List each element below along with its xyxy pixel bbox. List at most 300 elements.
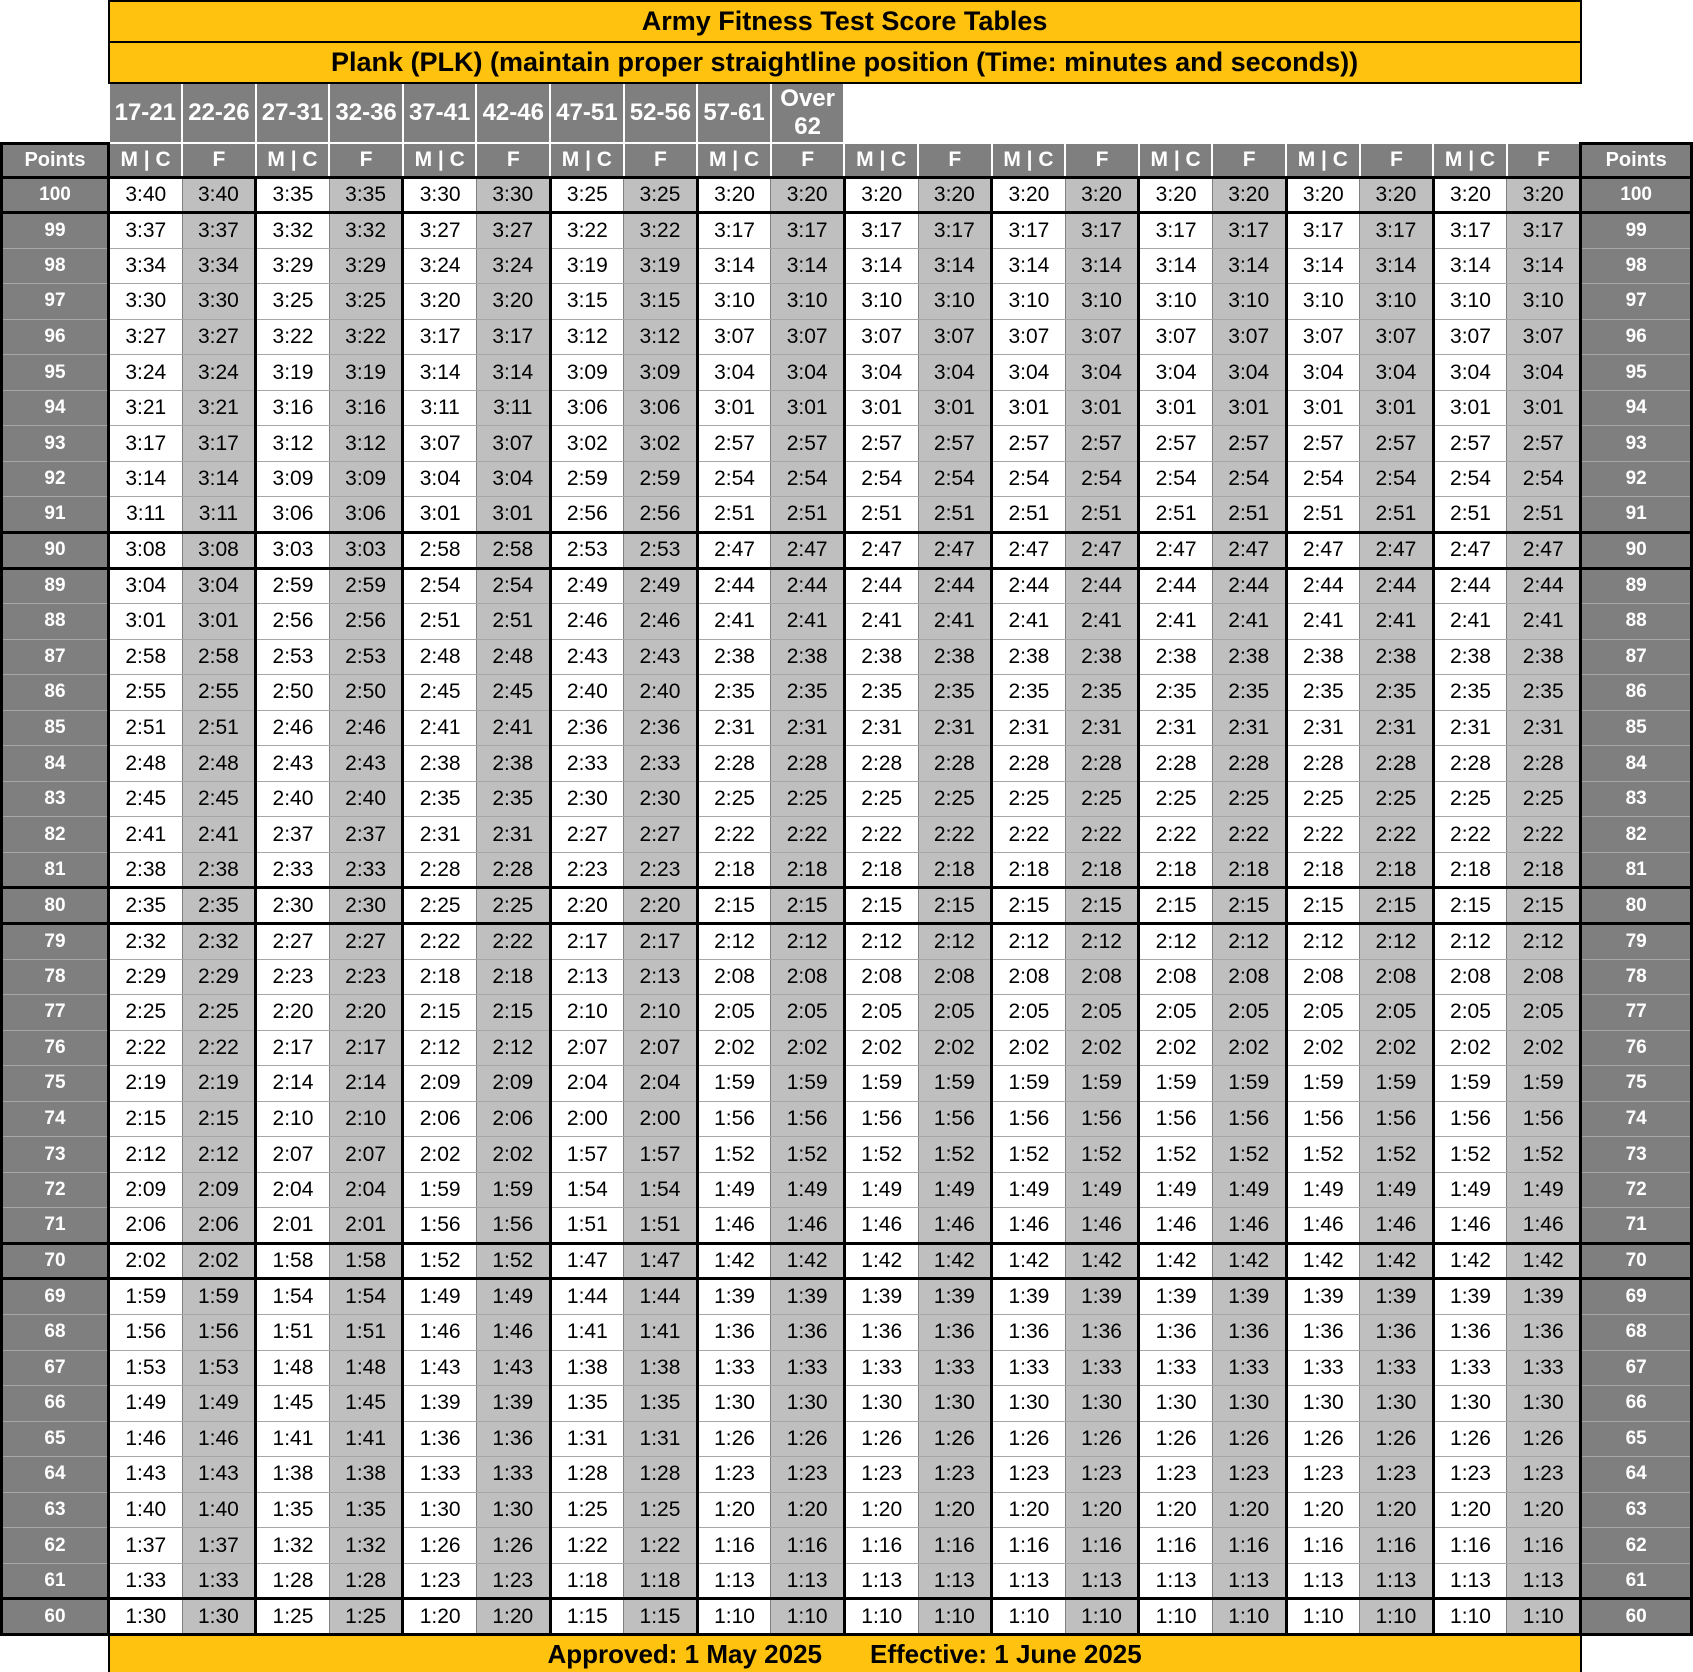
time-cell-mc: 1:30	[109, 1599, 183, 1635]
points-cell-right: 100	[1581, 177, 1692, 213]
time-cell-mc: 2:04	[256, 1172, 330, 1208]
score-row-97	[2, 284, 1692, 320]
time-cell-mc: 1:23	[403, 1563, 477, 1599]
time-cell-mc: 2:51	[1139, 497, 1213, 533]
time-cell-mc: 1:13	[844, 1563, 918, 1599]
time-cell-mc: 2:40	[256, 781, 330, 817]
time-cell-female: 1:56	[918, 1101, 992, 1137]
time-cell-mc: 2:05	[844, 995, 918, 1031]
time-cell-mc: 3:14	[697, 248, 771, 284]
score-row-66	[2, 1386, 1692, 1422]
points-cell-left: 78	[2, 959, 109, 995]
time-cell-female: 2:54	[1507, 461, 1581, 497]
time-cell-mc: 3:20	[1433, 177, 1507, 213]
time-cell-mc: 2:18	[697, 852, 771, 888]
points-cell-right: 93	[1581, 426, 1692, 462]
time-cell-female: 1:43	[476, 1350, 550, 1386]
time-cell-mc: 2:38	[697, 639, 771, 675]
time-cell-female: 2:31	[1360, 710, 1434, 746]
time-cell-female: 2:15	[1212, 888, 1286, 924]
time-cell-mc: 1:47	[550, 1243, 624, 1279]
points-cell-right: 91	[1581, 497, 1692, 533]
time-cell-female: 2:22	[1212, 817, 1286, 853]
time-cell-mc: 2:08	[1286, 959, 1360, 995]
time-cell-female: 1:59	[182, 1279, 256, 1315]
time-cell-female: 1:39	[1212, 1279, 1286, 1315]
time-cell-mc: 2:38	[109, 852, 183, 888]
time-cell-mc: 1:52	[697, 1137, 771, 1173]
time-cell-female: 2:58	[182, 639, 256, 675]
time-cell-female: 1:39	[1065, 1279, 1139, 1315]
points-cell-left: 87	[2, 639, 109, 675]
time-cell-mc: 2:28	[1433, 746, 1507, 782]
time-cell-female: 3:20	[1212, 177, 1286, 213]
time-cell-female: 2:53	[624, 532, 698, 568]
time-cell-female: 1:36	[1212, 1315, 1286, 1351]
time-cell-mc: 3:08	[109, 532, 183, 568]
time-cell-mc: 2:47	[1286, 532, 1360, 568]
time-cell-mc: 3:04	[697, 355, 771, 391]
points-cell-right: 85	[1581, 710, 1692, 746]
time-cell-female: 2:28	[771, 746, 845, 782]
time-cell-mc: 2:22	[109, 1030, 183, 1066]
time-cell-mc: 1:59	[1433, 1066, 1507, 1102]
time-cell-mc: 1:35	[256, 1492, 330, 1528]
time-cell-female: 1:56	[1360, 1101, 1434, 1137]
points-cell-left: 61	[2, 1563, 109, 1599]
time-cell-female: 3:10	[918, 284, 992, 320]
time-cell-female: 3:07	[918, 319, 992, 355]
time-cell-female: 3:20	[771, 177, 845, 213]
time-cell-female: 2:17	[329, 1030, 403, 1066]
title-row	[2, 1, 1692, 42]
time-cell-mc: 2:54	[1286, 461, 1360, 497]
score-row-62	[2, 1528, 1692, 1564]
time-cell-female: 2:28	[1212, 746, 1286, 782]
time-cell-mc: 3:01	[109, 604, 183, 640]
time-cell-female: 2:44	[1212, 568, 1286, 604]
time-cell-female: 1:56	[476, 1208, 550, 1244]
time-cell-mc: 2:02	[1286, 1030, 1360, 1066]
time-cell-mc: 3:20	[1139, 177, 1213, 213]
points-cell-right: 96	[1581, 319, 1692, 355]
approval-footer	[109, 1634, 1581, 1672]
time-cell-mc: 3:17	[697, 213, 771, 249]
time-cell-female: 2:22	[182, 1030, 256, 1066]
top-left-spacer	[2, 1, 109, 42]
time-cell-female: 1:56	[1507, 1101, 1581, 1137]
time-cell-female: 1:26	[918, 1421, 992, 1457]
time-cell-mc: 2:02	[1433, 1030, 1507, 1066]
points-cell-right: 72	[1581, 1172, 1692, 1208]
time-cell-female: 2:57	[1212, 426, 1286, 462]
time-cell-female: 2:30	[329, 888, 403, 924]
time-cell-female: 3:17	[771, 213, 845, 249]
time-cell-mc: 1:44	[550, 1279, 624, 1315]
time-cell-mc: 1:59	[1139, 1066, 1213, 1102]
time-cell-mc: 1:20	[844, 1492, 918, 1528]
time-cell-female: 2:06	[476, 1101, 550, 1137]
time-cell-female: 3:14	[182, 461, 256, 497]
time-cell-mc: 1:54	[256, 1279, 330, 1315]
time-cell-mc: 2:22	[844, 817, 918, 853]
points-cell-left: 99	[2, 213, 109, 249]
time-cell-mc: 1:46	[992, 1208, 1066, 1244]
time-cell-female: 2:10	[329, 1101, 403, 1137]
time-cell-female: 2:51	[476, 604, 550, 640]
time-cell-female: 2:22	[771, 817, 845, 853]
time-cell-mc: 1:52	[1286, 1137, 1360, 1173]
time-cell-female: 3:24	[476, 248, 550, 284]
time-cell-mc: 2:31	[992, 710, 1066, 746]
time-cell-female: 3:24	[182, 355, 256, 391]
time-cell-female: 2:12	[918, 923, 992, 959]
time-cell-mc: 2:10	[550, 995, 624, 1031]
score-row-71	[2, 1208, 1692, 1244]
time-cell-female: 3:14	[771, 248, 845, 284]
time-cell-mc: 1:53	[109, 1350, 183, 1386]
time-cell-mc: 1:39	[403, 1386, 477, 1422]
time-cell-female: 1:42	[918, 1243, 992, 1279]
time-cell-mc: 2:25	[403, 888, 477, 924]
score-row-68	[2, 1315, 1692, 1351]
time-cell-mc: 2:47	[1433, 532, 1507, 568]
time-cell-mc: 3:30	[403, 177, 477, 213]
female-column-header: F	[476, 143, 550, 177]
time-cell-mc: 2:07	[256, 1137, 330, 1173]
time-cell-female: 1:39	[771, 1279, 845, 1315]
time-cell-female: 2:35	[1065, 675, 1139, 711]
time-cell-mc: 1:45	[256, 1386, 330, 1422]
time-cell-mc: 2:35	[697, 675, 771, 711]
time-cell-mc: 3:10	[697, 284, 771, 320]
time-cell-mc: 2:28	[697, 746, 771, 782]
time-cell-female: 2:28	[1360, 746, 1434, 782]
time-cell-mc: 3:01	[844, 390, 918, 426]
time-cell-mc: 3:14	[403, 355, 477, 391]
time-cell-mc: 2:41	[109, 817, 183, 853]
points-cell-right: 79	[1581, 923, 1692, 959]
time-cell-mc: 2:18	[1433, 852, 1507, 888]
time-cell-mc: 1:43	[403, 1350, 477, 1386]
time-cell-mc: 1:39	[1139, 1279, 1213, 1315]
time-cell-female: 3:10	[1212, 284, 1286, 320]
time-cell-mc: 1:49	[403, 1279, 477, 1315]
time-cell-female: 3:27	[476, 213, 550, 249]
time-cell-mc: 1:36	[403, 1421, 477, 1457]
time-cell-female: 1:30	[1065, 1386, 1139, 1422]
time-cell-female: 3:01	[1507, 390, 1581, 426]
time-cell-mc: 2:13	[550, 959, 624, 995]
female-column-header: F	[182, 143, 256, 177]
points-cell-left: 76	[2, 1030, 109, 1066]
time-cell-female: 2:04	[329, 1172, 403, 1208]
points-cell-right: 99	[1581, 213, 1692, 249]
time-cell-female: 1:52	[1507, 1137, 1581, 1173]
time-cell-mc: 3:17	[109, 426, 183, 462]
points-cell-right: 75	[1581, 1066, 1692, 1102]
time-cell-female: 1:47	[624, 1243, 698, 1279]
time-cell-female: 1:16	[1065, 1528, 1139, 1564]
time-cell-mc: 1:36	[1286, 1315, 1360, 1351]
time-cell-female: 1:39	[918, 1279, 992, 1315]
time-cell-mc: 1:52	[1139, 1137, 1213, 1173]
time-cell-female: 3:19	[329, 355, 403, 391]
time-cell-mc: 1:30	[1286, 1386, 1360, 1422]
time-cell-mc: 1:52	[992, 1137, 1066, 1173]
time-cell-female: 3:04	[182, 568, 256, 604]
time-cell-mc: 1:38	[550, 1350, 624, 1386]
time-cell-mc: 1:46	[403, 1315, 477, 1351]
time-cell-mc: 2:40	[550, 675, 624, 711]
time-cell-mc: 2:08	[992, 959, 1066, 995]
time-cell-mc: 1:28	[550, 1457, 624, 1493]
time-cell-mc: 2:28	[844, 746, 918, 782]
time-cell-mc: 2:44	[992, 568, 1066, 604]
time-cell-mc: 3:01	[1433, 390, 1507, 426]
time-cell-mc: 1:46	[109, 1421, 183, 1457]
time-cell-mc: 2:25	[1433, 781, 1507, 817]
time-cell-female: 1:13	[771, 1563, 845, 1599]
time-cell-female: 1:49	[918, 1172, 992, 1208]
female-column-header: F	[1065, 143, 1139, 177]
time-cell-female: 2:25	[1360, 781, 1434, 817]
time-cell-mc: 1:30	[844, 1386, 918, 1422]
time-cell-female: 2:54	[1065, 461, 1139, 497]
time-cell-female: 1:20	[1360, 1492, 1434, 1528]
time-cell-female: 1:20	[918, 1492, 992, 1528]
time-cell-mc: 3:20	[403, 284, 477, 320]
time-cell-female: 3:04	[1212, 355, 1286, 391]
time-cell-mc: 3:22	[256, 319, 330, 355]
time-cell-mc: 1:33	[844, 1350, 918, 1386]
time-cell-female: 2:57	[1065, 426, 1139, 462]
time-cell-female: 2:29	[182, 959, 256, 995]
time-cell-mc: 3:02	[550, 426, 624, 462]
time-cell-mc: 1:37	[109, 1528, 183, 1564]
time-cell-mc: 1:36	[1433, 1315, 1507, 1351]
points-cell-right: 76	[1581, 1030, 1692, 1066]
time-cell-mc: 2:41	[1433, 604, 1507, 640]
points-cell-left: 100	[2, 177, 109, 213]
time-cell-mc: 1:30	[992, 1386, 1066, 1422]
time-cell-mc: 1:51	[550, 1208, 624, 1244]
time-cell-female: 2:31	[1507, 710, 1581, 746]
time-cell-mc: 2:46	[256, 710, 330, 746]
time-cell-female: 1:26	[1065, 1421, 1139, 1457]
time-cell-mc: 1:43	[109, 1457, 183, 1493]
time-cell-female: 2:51	[918, 497, 992, 533]
score-row-89	[2, 568, 1692, 604]
time-cell-mc: 3:19	[550, 248, 624, 284]
points-cell-left: 92	[2, 461, 109, 497]
time-cell-female: 2:40	[329, 781, 403, 817]
points-cell-right: 92	[1581, 461, 1692, 497]
time-cell-mc: 3:04	[992, 355, 1066, 391]
time-cell-mc: 1:42	[992, 1243, 1066, 1279]
time-cell-female: 3:09	[329, 461, 403, 497]
time-cell-mc: 2:25	[1286, 781, 1360, 817]
time-cell-female: 2:50	[329, 675, 403, 711]
time-cell-female: 2:51	[1065, 497, 1139, 533]
time-cell-mc: 3:40	[109, 177, 183, 213]
time-cell-mc: 2:47	[697, 532, 771, 568]
time-cell-mc: 2:31	[403, 817, 477, 853]
age-group-header-17-21: 17-21	[109, 83, 183, 143]
time-cell-mc: 3:07	[1286, 319, 1360, 355]
time-cell-female: 2:47	[1212, 532, 1286, 568]
time-cell-female: 1:28	[624, 1457, 698, 1493]
points-cell-left: 97	[2, 284, 109, 320]
time-cell-mc: 1:13	[1139, 1563, 1213, 1599]
time-cell-female: 2:32	[182, 923, 256, 959]
time-cell-mc: 2:22	[992, 817, 1066, 853]
time-cell-female: 3:07	[771, 319, 845, 355]
time-cell-female: 1:28	[329, 1563, 403, 1599]
time-cell-mc: 3:32	[256, 213, 330, 249]
time-cell-female: 3:16	[329, 390, 403, 426]
score-row-95	[2, 355, 1692, 391]
points-cell-right: 83	[1581, 781, 1692, 817]
page-title: Army Fitness Test Score Tables	[109, 1, 1581, 42]
time-cell-female: 1:44	[624, 1279, 698, 1315]
time-cell-mc: 1:10	[697, 1599, 771, 1635]
time-cell-female: 1:42	[1360, 1243, 1434, 1279]
points-cell-right: 97	[1581, 284, 1692, 320]
time-cell-mc: 1:56	[697, 1101, 771, 1137]
score-row-93	[2, 426, 1692, 462]
score-row-85	[2, 710, 1692, 746]
time-cell-female: 1:52	[918, 1137, 992, 1173]
time-cell-female: 1:41	[624, 1315, 698, 1351]
time-cell-female: 2:12	[1065, 923, 1139, 959]
time-cell-female: 1:42	[1212, 1243, 1286, 1279]
time-cell-female: 1:36	[476, 1421, 550, 1457]
time-cell-mc: 2:51	[403, 604, 477, 640]
time-cell-female: 3:14	[918, 248, 992, 284]
effective-date: Effective: 1 June 2025	[870, 1638, 1142, 1669]
time-cell-female: 2:07	[624, 1030, 698, 1066]
time-cell-female: 2:20	[329, 995, 403, 1031]
time-cell-mc: 2:51	[697, 497, 771, 533]
time-cell-mc: 2:56	[550, 497, 624, 533]
time-cell-mc: 3:21	[109, 390, 183, 426]
time-cell-mc: 3:19	[256, 355, 330, 391]
time-cell-mc: 1:56	[844, 1101, 918, 1137]
time-cell-mc: 1:30	[697, 1386, 771, 1422]
time-cell-mc: 2:28	[1286, 746, 1360, 782]
time-cell-female: 1:43	[182, 1457, 256, 1493]
points-cell-left: 88	[2, 604, 109, 640]
time-cell-mc: 1:41	[256, 1421, 330, 1457]
time-cell-female: 1:49	[182, 1386, 256, 1422]
time-cell-mc: 2:35	[992, 675, 1066, 711]
time-cell-female: 3:35	[329, 177, 403, 213]
time-cell-female: 1:40	[182, 1492, 256, 1528]
time-cell-female: 2:44	[1065, 568, 1139, 604]
time-cell-mc: 1:16	[844, 1528, 918, 1564]
time-cell-mc: 1:26	[403, 1528, 477, 1564]
score-row-76	[2, 1030, 1692, 1066]
time-cell-female: 2:49	[624, 568, 698, 604]
time-cell-female: 3:17	[1065, 213, 1139, 249]
time-cell-female: 3:17	[182, 426, 256, 462]
time-cell-female: 1:31	[624, 1421, 698, 1457]
score-row-78	[2, 959, 1692, 995]
time-cell-female: 2:23	[329, 959, 403, 995]
time-cell-female: 3:22	[624, 213, 698, 249]
time-cell-female: 1:13	[1065, 1563, 1139, 1599]
time-cell-female: 3:25	[624, 177, 698, 213]
time-cell-mc: 1:23	[697, 1457, 771, 1493]
time-cell-mc: 1:20	[992, 1492, 1066, 1528]
time-cell-female: 2:51	[1360, 497, 1434, 533]
score-row-65	[2, 1421, 1692, 1457]
time-cell-mc: 1:13	[992, 1563, 1066, 1599]
time-cell-mc: 2:58	[403, 532, 477, 568]
time-cell-mc: 2:31	[697, 710, 771, 746]
time-cell-female: 2:38	[1360, 639, 1434, 675]
mc-column-header: M | C	[1139, 143, 1213, 177]
time-cell-female: 2:56	[624, 497, 698, 533]
time-cell-female: 1:30	[1507, 1386, 1581, 1422]
time-cell-female: 2:22	[1065, 817, 1139, 853]
time-cell-female: 2:38	[182, 852, 256, 888]
time-cell-mc: 3:12	[550, 319, 624, 355]
time-cell-female: 3:03	[329, 532, 403, 568]
time-cell-mc: 1:10	[844, 1599, 918, 1635]
time-cell-mc: 2:44	[1286, 568, 1360, 604]
points-cell-right: 82	[1581, 817, 1692, 853]
time-cell-mc: 1:20	[697, 1492, 771, 1528]
time-cell-female: 2:54	[476, 568, 550, 604]
time-cell-female: 1:13	[918, 1563, 992, 1599]
time-cell-mc: 2:47	[1139, 532, 1213, 568]
time-cell-female: 1:36	[918, 1315, 992, 1351]
time-cell-female: 1:54	[329, 1279, 403, 1315]
time-cell-mc: 2:27	[256, 923, 330, 959]
points-cell-left: 83	[2, 781, 109, 817]
points-cell-left: 64	[2, 1457, 109, 1493]
time-cell-female: 1:59	[476, 1172, 550, 1208]
points-cell-right: 71	[1581, 1208, 1692, 1244]
points-cell-right: 77	[1581, 995, 1692, 1031]
time-cell-mc: 3:34	[109, 248, 183, 284]
time-cell-mc: 3:30	[109, 284, 183, 320]
score-table-body	[2, 177, 1692, 1634]
time-cell-mc: 1:20	[1139, 1492, 1213, 1528]
time-cell-mc: 2:08	[697, 959, 771, 995]
time-cell-mc: 1:49	[697, 1172, 771, 1208]
time-cell-female: 1:23	[1212, 1457, 1286, 1493]
time-cell-female: 2:38	[1212, 639, 1286, 675]
time-cell-mc: 3:04	[1433, 355, 1507, 391]
time-cell-female: 1:39	[1507, 1279, 1581, 1315]
time-cell-female: 2:40	[624, 675, 698, 711]
score-row-83	[2, 781, 1692, 817]
time-cell-female: 2:33	[329, 852, 403, 888]
event-subtitle: Plank (PLK) (maintain proper straightline position (Time: minutes and seconds))	[109, 42, 1581, 83]
time-cell-female: 2:04	[624, 1066, 698, 1102]
time-cell-female: 2:06	[182, 1208, 256, 1244]
time-cell-mc: 2:28	[1139, 746, 1213, 782]
time-cell-mc: 2:47	[844, 532, 918, 568]
time-cell-female: 2:10	[624, 995, 698, 1031]
time-cell-mc: 1:13	[1433, 1563, 1507, 1599]
time-cell-mc: 2:59	[256, 568, 330, 604]
score-row-72	[2, 1172, 1692, 1208]
time-cell-female: 1:52	[1065, 1137, 1139, 1173]
